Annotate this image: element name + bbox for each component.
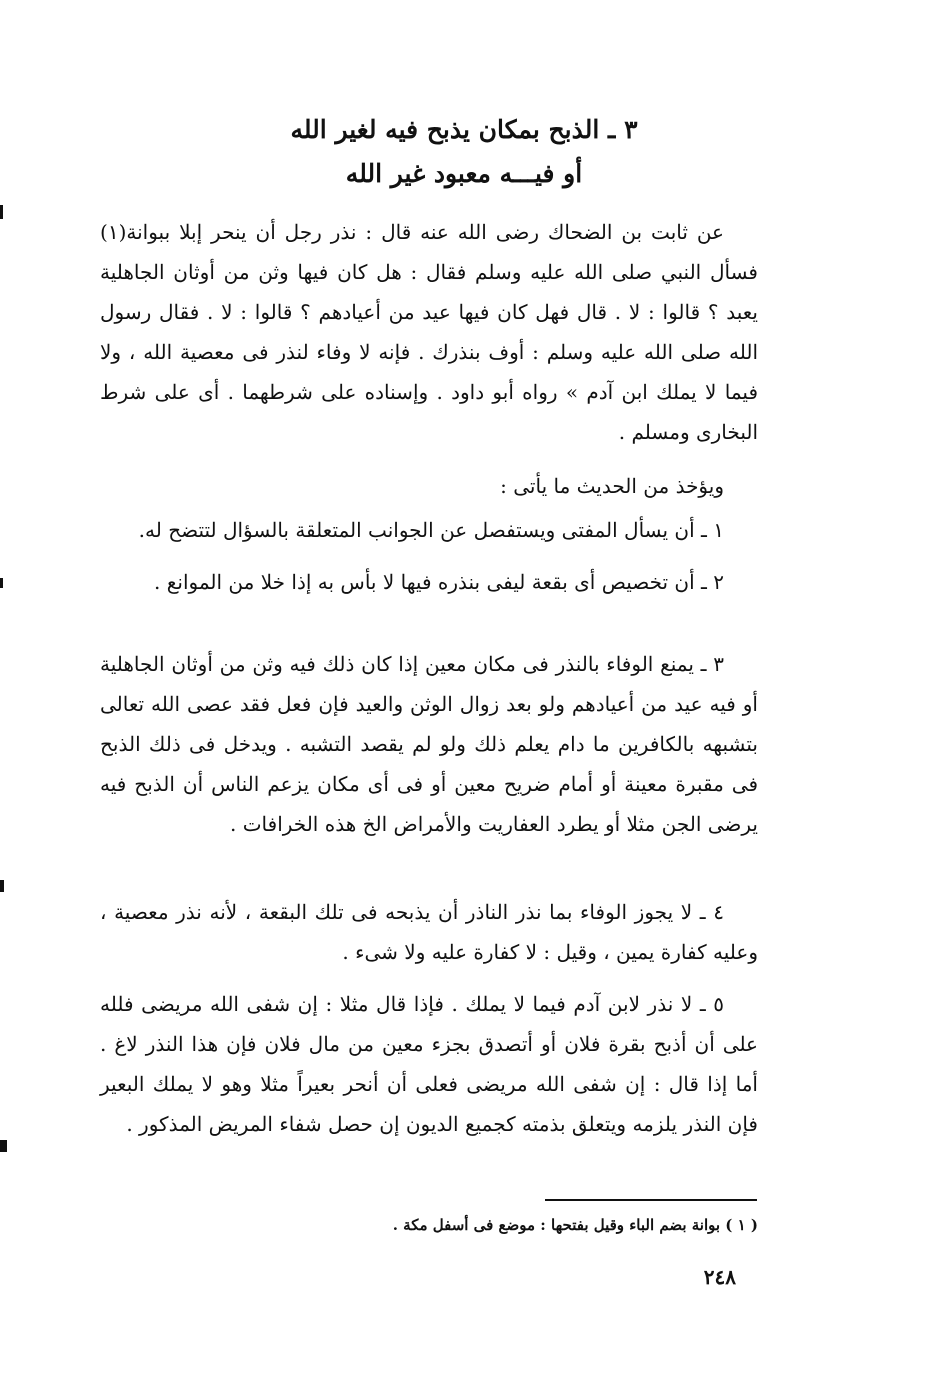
section-subtitle: أو فيـــه معبود غير الله bbox=[345, 159, 583, 188]
lesson-item-1: ١ ـ أن يسأل المفتى ويستفصل عن الجوانب المتعلقة بالسؤال لتتضح له. bbox=[138, 518, 724, 542]
footnote: ( ١ ) بوانة بضم الباء وقيل بفتحها : موضع فى أسفل مكة . bbox=[392, 1216, 758, 1234]
section-title: ٣ ـ الذبح بمكان يذبح فيه لغير الله bbox=[290, 115, 638, 144]
lesson-item-3: ٣ ـ يمنع الوفاء بالنذر فى مكان معين إذا كان ذلك فيه وثن من أوثان الجاهلية أو فيه عيد من أعيادهم ولو بعد زوال الوثن والعيد فإن فعل فقد عصى الله تعالى بتشبهه بالكافرين ما دام يعلم ذلك ولو لم يقصد التشبه . ويدخل فى ذلك الذبح فى مقبرة معينة أو أمام ضريح معين أو فى أى مكان يزعم الناس أن الذبح فيه يرضى الجن مثلا أو يطرد العفاريت والأمراض الخ هذه الخرافات . bbox=[100, 652, 758, 836]
margin-mark bbox=[0, 578, 3, 588]
lesson-item-2: ٢ ـ أن تخصيص أى بقعة ليفى بنذره فيها لا بأس به إذا خلا من الموانع . bbox=[154, 570, 724, 594]
footnote-divider bbox=[545, 1199, 757, 1201]
lessons-intro: ويؤخذ من الحديث ما يأتى : bbox=[500, 474, 724, 498]
page-number: ٢٤٨ bbox=[703, 1265, 736, 1289]
margin-mark bbox=[0, 1140, 7, 1152]
lesson-item-5: ٥ ـ لا نذر لابن آدم فيما لا يملك . فإذا قال مثلا : إن شفى الله مريضى فلله على أن أذبح بقرة فلان أو أتصدق بجزء معين من مال فلان فإن هذا النذر لاغ . أما إذا قال : إن شفى الله مريضى فعلى أن أنحر بعيراً مثلا وهو لا يملك البعير فإن النذر يلزمه ويتعلق بذمته كجميع الديون إن حصل شفاء المريض المذكور . bbox=[100, 992, 758, 1136]
lesson-item-4: ٤ ـ لا يجوز الوفاء بما نذر الناذر أن يذبحه فى تلك البقعة ، لأنه نذر معصية ، وعليه كفارة يمين ، وقيل : لا كفارة عليه ولا شىء . bbox=[100, 900, 758, 964]
margin-mark bbox=[0, 205, 3, 219]
hadith-paragraph: عن ثابت بن الضحاك رضى الله عنه قال : نذر رجل أن ينحر إبلا ببوانة(١) فسأل النبي صلى الله عليه وسلم فقال : هل كان فيها وثن من أوثان الجاهلية يعبد ؟ قالوا : لا . قال فهل كان فيها عيد من أعيادهم ؟ قالوا : لا . فقال رسول الله صلى الله عليه وسلم : أوف بنذرك . فإنه لا وفاء لنذر فى معصية الله ، ولا فيما لا يملك ابن آدم » رواه أبو داود . وإسناده على شرطهما . أى على شرط البخارى ومسلم . bbox=[100, 220, 758, 444]
margin-mark bbox=[0, 880, 4, 892]
